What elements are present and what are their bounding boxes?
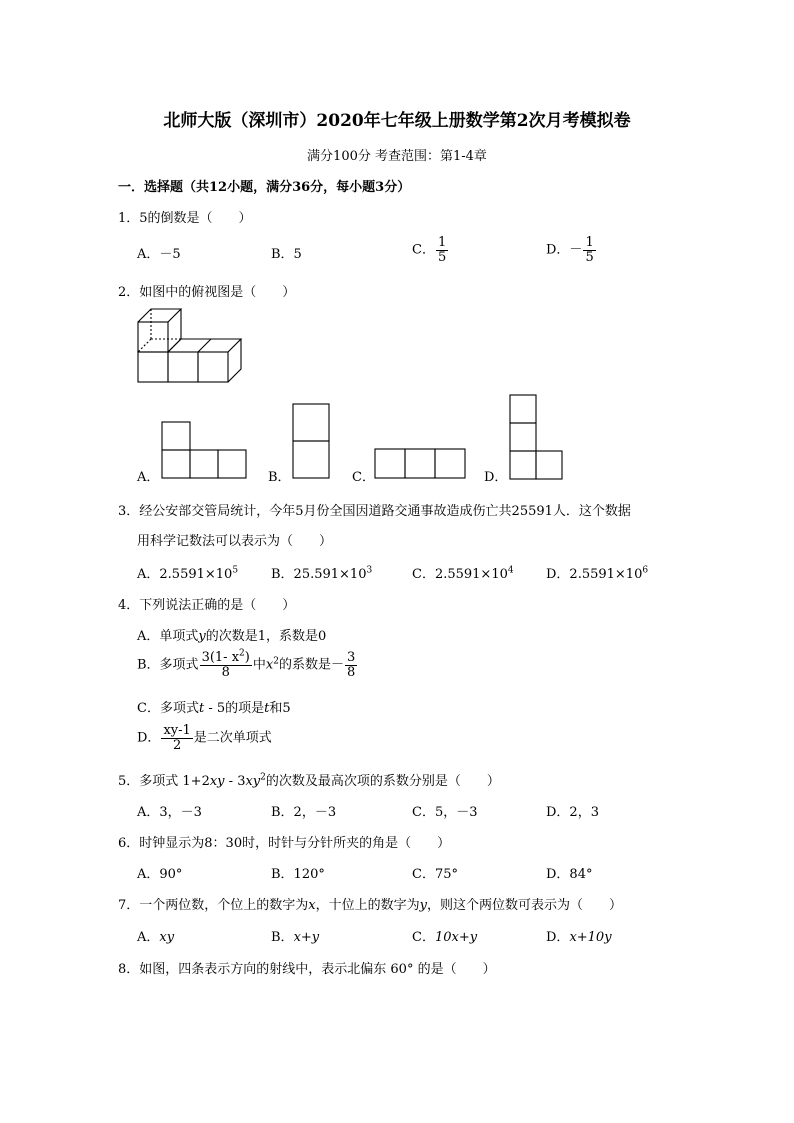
q4-option-d: D． $\frac{xy-1}{2}$ 是二次单项式 xyxy=(137,723,272,753)
q2-option-c-label: C． xyxy=(352,470,375,485)
q1-option-d xyxy=(546,236,597,264)
q2-option-d-figure xyxy=(510,395,566,481)
q1-option-c-label: C． xyxy=(412,242,435,258)
q5-stem: 5．多项式 $1+2xy - 3xy^2$的次数及最高次项的系数分别是（ ） xyxy=(118,772,500,789)
q1-option-d-label: D．－ xyxy=(546,242,583,258)
q6-option-c: C．75° xyxy=(412,867,458,882)
q7-option-d: D．x+10y xyxy=(546,930,612,945)
q4-option-b-answer-fraction: $\frac{3}{8}$ xyxy=(346,650,356,680)
q4-option-c: C．多项式t - 5的项是t和5 xyxy=(137,701,291,716)
q2-option-b-label: B． xyxy=(268,470,291,485)
q2-option-a-figure xyxy=(162,422,248,480)
q1-option-a: A．－5 xyxy=(137,247,181,262)
q5-option-d: D．2，3 xyxy=(546,805,599,820)
q7-stem: 7．一个两位数，个位上的数字为x，十位上的数字为y，则这个两位数可表示为（ ） xyxy=(118,898,623,913)
q1-option-c xyxy=(412,236,449,264)
q3-stem-line2: 用科学记数法可以表示为（ ） xyxy=(137,534,333,549)
page-title: 北师大版（深圳市）2020年七年级上册数学第2次月考模拟卷 xyxy=(163,111,631,131)
q1-option-d-fraction: $\frac{1}{5}$ xyxy=(585,235,594,265)
q2-option-c-figure xyxy=(375,449,467,480)
q4-option-b: B．多项式 $\frac{3(1- x^2)}{8}$ 中$x^2$的系数是－ $\frac{3}{8}$ xyxy=(137,648,356,680)
q1-stem: 1．5的倒数是（ ） xyxy=(118,211,252,226)
q3-option-a: A．$2.5591\times 10^5$ xyxy=(137,565,239,582)
q3-option-d: D．$2.5591\times 10^6$ xyxy=(546,565,649,582)
q1-option-b: B．5 xyxy=(271,247,302,262)
section-heading: 一．选择题（共12小题，满分36分，每小题3分） xyxy=(118,180,411,195)
q4-option-b-fraction: $\frac{3(1- x^2)}{8}$ xyxy=(201,648,250,680)
q3-option-c: C．$2.5591\times 10^4$ xyxy=(412,565,514,582)
q2-option-a-label: A． xyxy=(137,470,160,485)
q6-option-a: A．90° xyxy=(137,867,183,882)
q4-option-d-fraction: $\frac{xy-1}{2}$ xyxy=(163,723,191,753)
q6-stem: 6．时钟显示为8：30时，时针与分针所夹的角是（ ） xyxy=(118,836,451,851)
q3-option-b: B．$25.591\times 10^3$ xyxy=(271,565,373,582)
page-subtitle: 满分100分 考查范围：第1-4章 xyxy=(307,149,487,164)
q7-option-c: C．10x+y xyxy=(412,930,478,945)
q2-stem: 2．如图中的俯视图是（ ） xyxy=(118,285,296,300)
q2-option-d-label: D． xyxy=(484,470,508,485)
q8-stem: 8．如图，四条表示方向的射线中，表示北偏东 60° 的是（ ） xyxy=(118,962,496,977)
q7-option-b: B．x+y xyxy=(271,930,320,945)
q6-option-b: B．120° xyxy=(271,867,325,882)
q2-option-b-figure xyxy=(293,404,331,480)
q6-option-d: D．84° xyxy=(546,867,593,882)
q5-option-b: B．2，－3 xyxy=(271,805,337,820)
q5-option-c: C．5，－3 xyxy=(412,805,478,820)
q5-option-a: A．3，－3 xyxy=(137,805,202,820)
q3-stem-line1: 3．经公安部交管局统计，今年5月份全国因道路交通事故造成伤亡共25591人．这个数据 xyxy=(118,504,631,519)
q2-solid-figure xyxy=(130,305,245,387)
q4-option-a: A．单项式y的次数是1，系数是0 xyxy=(137,629,327,644)
q7-option-a: A．xy xyxy=(137,930,175,945)
q4-stem: 4．下列说法正确的是（ ） xyxy=(118,598,296,613)
q1-option-c-fraction: $\frac{1}{5}$ xyxy=(437,235,447,265)
